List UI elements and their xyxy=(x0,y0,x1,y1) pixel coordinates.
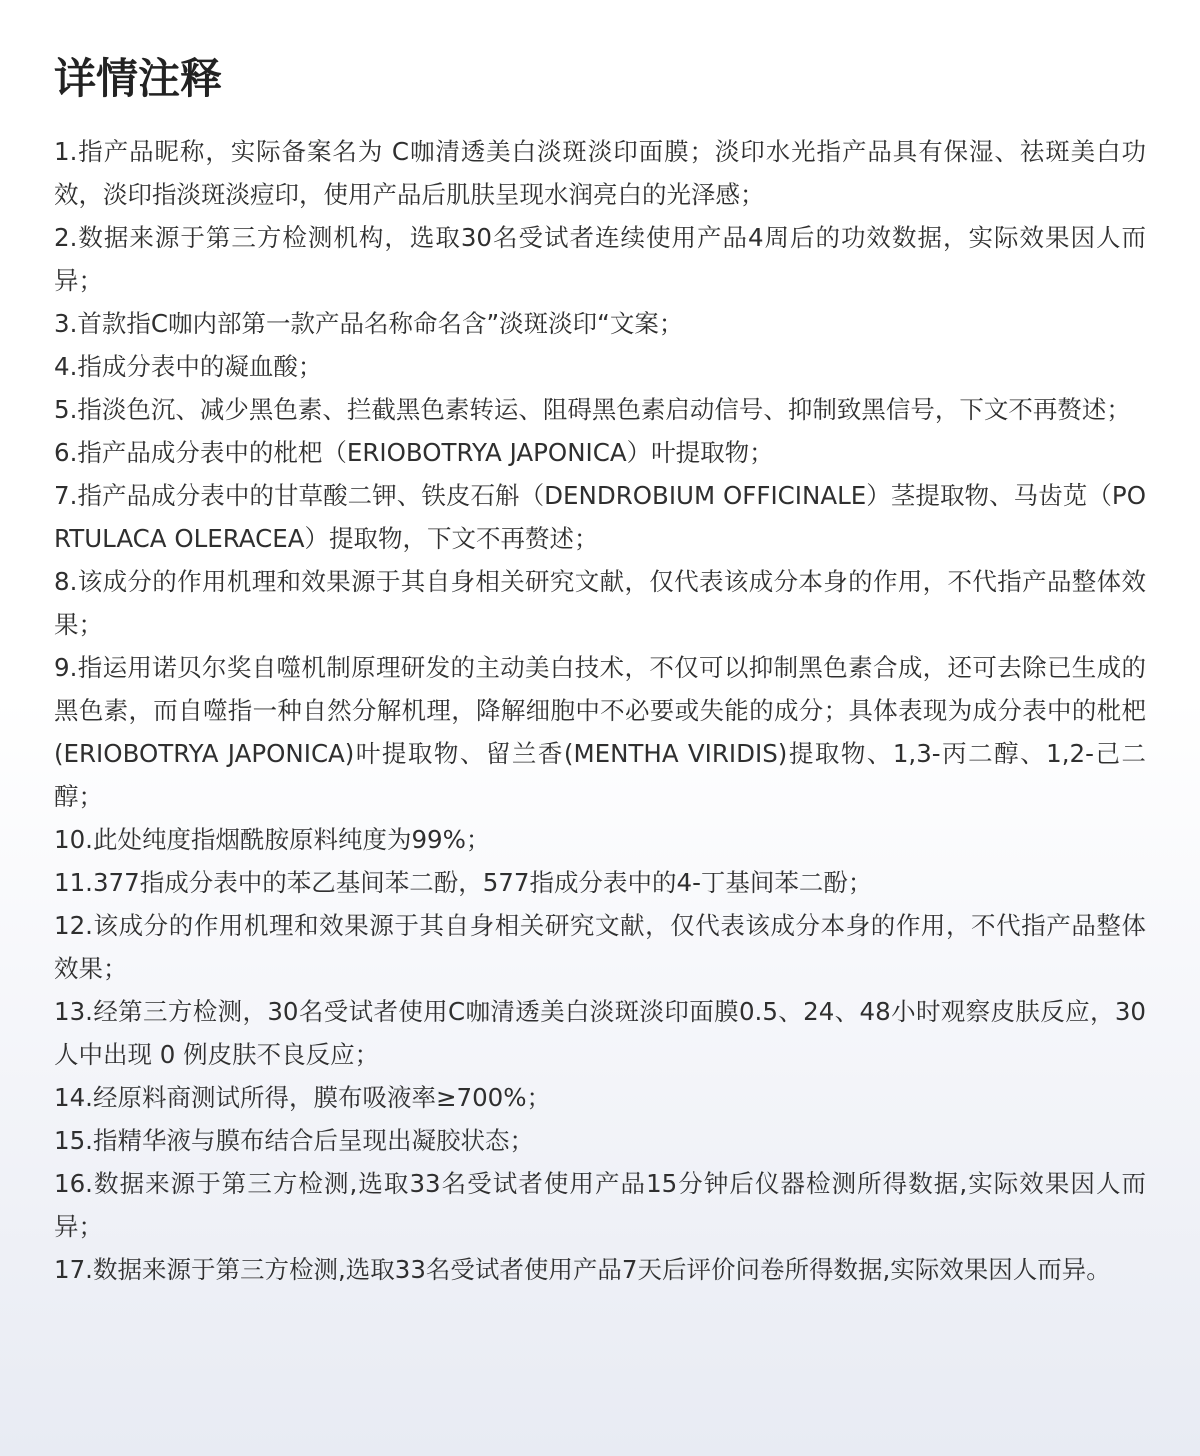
note-item: 4.指成分表中的凝血酸； xyxy=(54,352,323,381)
note-item: 1.指产品昵称，实际备案名为 C咖清透美白淡斑淡印面膜；淡印水光指产品具有保湿、祛斑美白功效，淡印指淡斑淡痘印，使用产品后肌肤呈现水润亮白的光泽感； xyxy=(54,137,1146,209)
note-item: 11.377指成分表中的苯乙基间苯二酚，577指成分表中的4-丁基间苯二酚； xyxy=(54,868,873,897)
note-item: 12.该成分的作用机理和效果源于其自身相关研究文献，仅代表该成分本身的作用，不代指产品整体效果； xyxy=(54,911,1146,983)
note-item: 13.经第三方检测，30名受试者使用C咖清透美白淡斑淡印面膜0.5、24、48小时观察皮肤反应，30 人中出现 0 例皮肤不良反应； xyxy=(54,997,1146,1069)
page-title: 详情注释 xyxy=(54,54,223,103)
note-item: 16.数据来源于第三方检测,选取33名受试者使用产品15分钟后仪器检测所得数据,实际效果因人而异； xyxy=(54,1169,1146,1241)
notes-list xyxy=(54,130,1146,1291)
note-item: 6.指产品成分表中的枇杷（ERIOBOTRYA JAPONICA）叶提取物； xyxy=(54,438,774,467)
note-item: 9.指运用诺贝尔奖自噬机制原理研发的主动美白技术，不仅可以抑制黑色素合成，还可去除已生成的黑色素，而自噬指一种自然分解机理，降解细胞中不必要或失能的成分；具体表现为成分表中的枇杷(ERIOBOTRYA JAPONICA)叶提取物、留兰香(MENTHA VIRIDIS)提取物、1,3-丙二醇、1,2-己二醇； xyxy=(54,653,1146,811)
note-item: 10.此处纯度指烟酰胺原料纯度为99%； xyxy=(54,825,491,854)
note-item: 7.指产品成分表中的甘草酸二钾、铁皮石斛（DENDROBIUM OFFICINALE）茎提取物、马齿苋（PORTULACA OLERACEA）提取物，下文不再赘述； xyxy=(54,481,1146,553)
note-item: 3.首款指C咖内部第一款产品名称命名含”淡斑淡印“文案； xyxy=(54,309,684,338)
note-item: 15.指精华液与膜布结合后呈现出凝胶状态； xyxy=(54,1126,534,1155)
note-item: 17.数据来源于第三方检测,选取33名受试者使用产品7天后评价问卷所得数据,实际效果因人而异。 xyxy=(54,1255,1111,1284)
note-item: 5.指淡色沉、减少黑色素、拦截黑色素转运、阻碍黑色素启动信号、抑制致黑信号，下文不再赘述； xyxy=(54,395,1131,424)
note-item: 2.数据来源于第三方检测机构，选取30名受试者连续使用产品4周后的功效数据，实际效果因人而异； xyxy=(54,223,1146,295)
note-item: 8.该成分的作用机理和效果源于其自身相关研究文献，仅代表该成分本身的作用，不代指产品整体效果； xyxy=(54,567,1146,639)
note-item: 14.经原料商测试所得，膜布吸液率≥700%； xyxy=(54,1083,552,1112)
